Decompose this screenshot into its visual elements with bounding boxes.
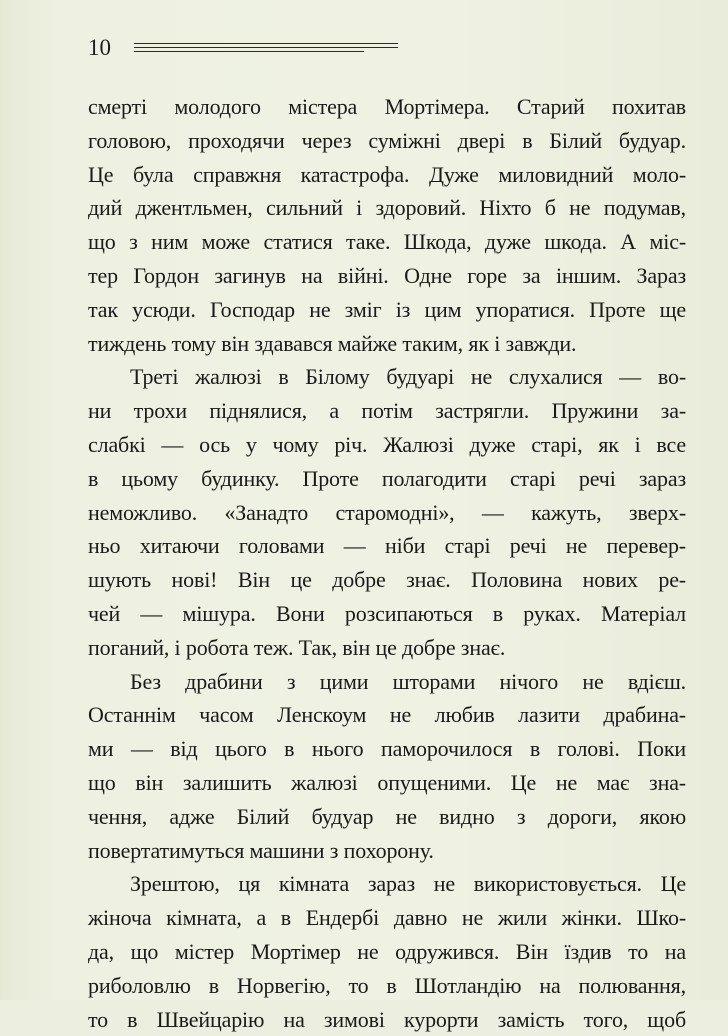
text-line: що він залишить жалюзі опущеними. Це не має зна- [88,769,686,795]
text-line: Останнім часом Ленскоум не любив лазити драбина- [88,702,686,728]
header-rule [134,51,364,52]
header-rule [134,43,398,44]
paragraph [88,867,686,1036]
text-line: повертатимуться машини з похорону. [88,837,434,863]
header-rule [134,47,398,48]
text-line: ни трохи піднялися, а потім застрягли. Пружини за- [88,398,686,424]
text-line: головою, проходячи через суміжні двері в Білий будуар. [88,127,686,153]
text-line: риболовлю в Норвегію, то в Шотландію на полювання, [88,972,686,998]
text-line: в цьому будинку. Проте полагодити старі речі зараз [88,465,686,491]
paragraph [88,360,686,664]
text-line: смерті молодого містера Мортімера. Старий похитав [88,94,686,119]
text-line: Треті жалюзі в Білому будуарі не слухалися — во- [130,364,686,390]
text-line: що з ним може статися таке. Шкода, дуже шкода. А міс- [88,229,686,255]
paragraph [88,665,686,868]
text-line: ньо хитаючи головами — ніби старі речі не перевер- [88,533,686,559]
text-line: жіноча кімната, а в Ендербі давно не жили жінки. Шко- [88,905,686,931]
page-number: 10 [88,35,111,60]
text-line: так усюди. Господар не зміг із цим упоратися. Проте ще [88,296,686,322]
text-line: да, що містер Мортімер не одружився. Він їздив то на [88,938,686,964]
text-line: шують нові! Він це добре знає. Половина нових ре- [88,567,686,593]
text-line: поганий, і робота теж. Так, він це добре знає. [88,634,506,660]
text-line: то в Швейцарію на зимові курорти замість того, щоб [88,1006,686,1032]
text-line: Зрештою, ця кімната зараз не використовується. Це [130,871,686,897]
page-header [88,34,408,64]
text-line: тер Гордон загинув на війні. Одне горе за іншим. Зараз [88,262,686,288]
text-line: чення, адже Білий будуар не видно з дороги, якою [88,803,686,829]
text-line: Без драбини з цими шторами нічого не вдієш. [130,668,686,694]
text-line: ми — від цього в нього паморочилося в голові. Поки [88,736,686,762]
text-line: дий джентльмен, сильний і здоровий. Ніхто б не подумав, [88,195,686,221]
text-line: тиждень тому він здавався майже таким, як і завжди. [88,330,577,356]
text-line: неможливо. «Занадто старомодні», — кажуть, зверх- [88,499,686,525]
text-line: чей — мішура. Вони розсипаються в руках. Матеріал [88,600,686,626]
paragraph [88,90,686,360]
text-line: Це була справжня катастрофа. Дуже миловидний моло- [88,161,686,187]
body-text [88,90,686,1036]
text-line: слабкі — ось у чому річ. Жалюзі дуже старі, як і все [88,431,686,457]
